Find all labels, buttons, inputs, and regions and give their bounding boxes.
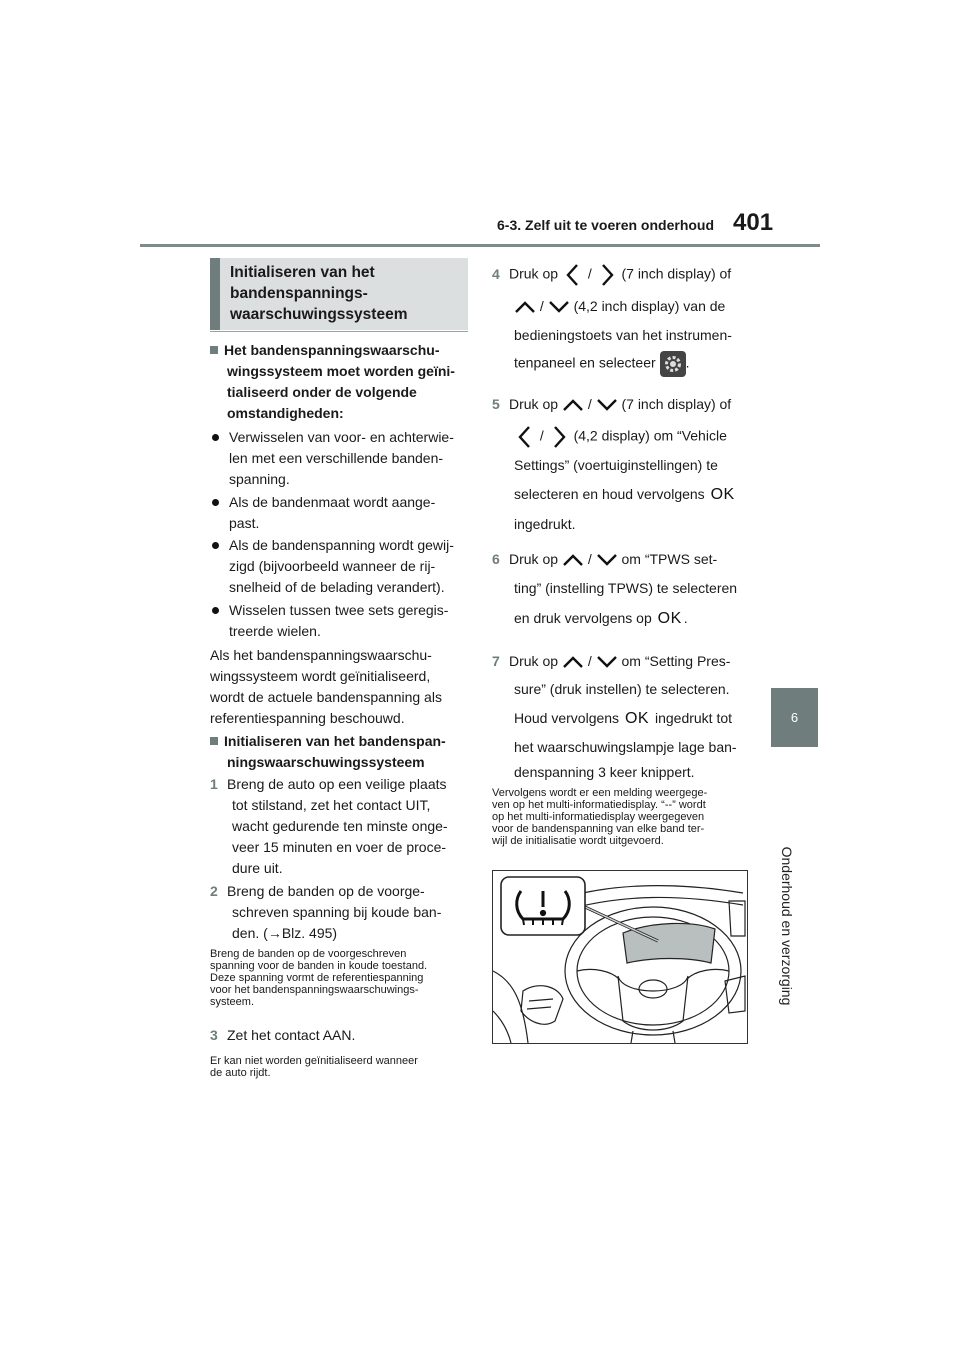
step-5-line: Settings” (voertuiginstellingen) te: [514, 457, 718, 473]
step-1: [210, 774, 472, 879]
note-line: Er kan niet worden geïnitialiseerd wanneer: [210, 1055, 418, 1067]
bullet-dot-icon: [212, 434, 219, 441]
ok-button-icon: OK: [624, 710, 650, 727]
step-number: 3: [210, 1027, 218, 1043]
step-4-line: bedieningstoets van het instrumen-: [514, 327, 732, 343]
note-line: wijl de initialisatie wordt uitgevoerd.: [492, 835, 664, 847]
step-number: 6: [492, 551, 500, 567]
step-line: veer 15 minuten en voer de proce-: [232, 839, 447, 855]
subheading-line: Het bandenspanningswaarschu-: [210, 340, 470, 361]
step-number: 2: [210, 883, 218, 899]
step-2: [210, 881, 472, 944]
chevron-right-icon: [596, 262, 618, 288]
paragraph-line: wingssysteem wordt geïnitialiseerd,: [210, 668, 431, 684]
bullet-item: [212, 600, 470, 642]
step-6-line: en druk vervolgens op OK .: [514, 610, 688, 627]
chevron-down-icon: [596, 552, 618, 568]
step-7-line: 7 Druk op / om “Setting Pres-: [492, 651, 752, 672]
bullet-dot-icon: [212, 607, 219, 614]
arrow-icon: →: [267, 925, 282, 941]
note-line: de auto rijdt.: [210, 1067, 271, 1079]
step-5-line: selecteren en houd vervolgens OK: [514, 486, 735, 503]
step-5-line: ingedrukt.: [514, 516, 576, 532]
bullet-item: [212, 535, 470, 598]
header-rule: [140, 244, 820, 247]
step-number: 1: [210, 776, 218, 792]
note-line: voor het bandenspanningswaarschuwings-: [210, 984, 419, 996]
chevron-left-icon: [562, 262, 584, 288]
bullet-line: Als de bandenspanning wordt gewij-: [229, 537, 454, 553]
bullet-line: snelheid of de belading verandert).: [229, 579, 445, 595]
section-underline: [210, 331, 468, 332]
step-4-line: / (4,2 inch display) van de: [514, 296, 754, 317]
bullet-line: Als de bandenmaat wordt aange-: [229, 494, 436, 510]
note-line: Breng de banden op de voorgeschreven: [210, 948, 407, 960]
note-line: op het multi-informatiedisplay weergegeven: [492, 811, 705, 823]
square-bullet-icon: [210, 737, 218, 745]
step-line: den. (→Blz. 495): [232, 925, 338, 941]
chevron-down-icon: [596, 654, 618, 670]
note-2: [210, 1055, 472, 1079]
step-6-line: 6 Druk op / om “TPWS set-: [492, 549, 752, 570]
note-line: systeem.: [210, 996, 255, 1008]
step-line: tot stilstand, zet het contact UIT,: [232, 797, 431, 813]
subheading-line: ningswaarschuwingssysteem: [227, 754, 425, 770]
step-7-line: sure” (druk instellen) te selecteren.: [514, 681, 730, 697]
chevron-down-icon: [596, 397, 618, 413]
step-5-line: 5 Druk op / (7 inch display) of: [492, 394, 752, 415]
step-line: wacht gedurende ten minste onge-: [232, 818, 448, 834]
section-title-line: Initialiseren van het: [230, 264, 375, 281]
ok-button-icon: OK: [657, 610, 682, 627]
ok-button-icon: OK: [710, 486, 735, 503]
bullet-line: treerde wielen.: [229, 623, 321, 639]
step-line: 3 Zet het contact AAN.: [210, 1025, 472, 1046]
section-title-line: bandenspannings-: [230, 285, 368, 302]
step-3: [210, 1025, 472, 1046]
chevron-up-icon: [562, 654, 584, 670]
dashboard-drawing: [493, 871, 747, 1043]
step-7-line: Houd vervolgens OK ingedrukt tot: [514, 710, 733, 727]
chevron-up-icon: [562, 552, 584, 568]
bullet-item: [212, 492, 470, 534]
bullet-line: Wisselen tussen twee sets geregis-: [229, 602, 449, 618]
bullet-dot-icon: [212, 499, 219, 506]
step-line: 1 Breng de auto op een veilige plaats: [210, 774, 472, 795]
step-4-line: 4 Druk op / (7 inch display) of: [492, 262, 752, 288]
paragraph-line: Als het bandenspanningswaarschu-: [210, 647, 432, 663]
subheading-line: omstandigheden:: [227, 405, 344, 421]
dashboard-illustration: [492, 870, 748, 1044]
page-number: 401: [733, 209, 774, 236]
bullet-line: spanning.: [229, 471, 290, 487]
note-line: ven op het multi-informatiedisplay. “--” wordt: [492, 799, 706, 811]
chevron-up-icon: [514, 299, 536, 315]
bullet-line: past.: [229, 515, 260, 531]
running-header-section: 6-3. Zelf uit te voeren onderhoud: [497, 217, 715, 233]
square-bullet-icon: [210, 346, 218, 354]
bullet-dot-icon: [212, 542, 219, 549]
subheading-line: Initialiseren van het bandenspan-: [210, 731, 472, 752]
step-number: 4: [492, 265, 500, 282]
section-title-line: waarschuwingssysteem: [230, 306, 408, 323]
step-7-line: denspanning 3 keer knippert.: [514, 764, 695, 780]
subheading-initialize: [210, 731, 472, 773]
bullet-line: zigd (bijvoorbeeld wanneer de rij-: [229, 558, 436, 574]
section-title-box: [210, 258, 468, 330]
step-6-line: ting” (instelling TPWS) te selecteren: [514, 580, 738, 596]
chevron-down-icon: [548, 299, 570, 315]
bullet-item: [212, 427, 470, 490]
bullet-line: Verwisselen van voor- en achterwie-: [229, 429, 454, 445]
subheading-conditions: [210, 340, 470, 424]
chevron-right-icon: [548, 424, 570, 450]
step-line: schreven spanning bij koude ban-: [232, 904, 442, 920]
step-line: dure uit.: [232, 860, 283, 876]
subheading-line: tialiseerd onder de volgende: [227, 384, 417, 400]
note-line: voor de bandenspanning van elke band ter-: [492, 823, 705, 835]
paragraph-line: wordt de actuele bandenspanning als: [210, 689, 442, 705]
chapter-tab: 6: [771, 688, 818, 747]
note-1: [210, 948, 472, 1008]
step-5-line: / (4,2 display) om “Vehicle: [514, 424, 754, 450]
note-line: Vervolgens wordt er een melding weergege-: [492, 787, 708, 799]
intro-paragraph: [210, 645, 472, 729]
settings-gear-icon: [660, 351, 686, 377]
step-number: 7: [492, 653, 500, 669]
chevron-left-icon: [514, 424, 536, 450]
step-line: 2 Breng de banden op de voorge-: [210, 881, 472, 902]
note-line: spanning voor de banden in koude toestand.: [210, 960, 428, 972]
subheading-line: wingssysteem moet worden geïni-: [227, 363, 455, 379]
note-3: [492, 787, 754, 847]
step-number: 5: [492, 396, 500, 412]
chevron-up-icon: [562, 397, 584, 413]
chapter-side-title: Onderhoud en verzorging: [779, 846, 795, 1006]
bullet-line: len met een verschillende banden-: [229, 450, 444, 466]
paragraph-line: referentiespanning beschouwd.: [210, 710, 405, 726]
step-7-line: het waarschuwingslampje lage ban-: [514, 739, 737, 755]
note-line: Deze spanning vormt de referentiespanning: [210, 972, 424, 984]
step-4-line: tenpaneel en selecteer .: [514, 351, 754, 377]
